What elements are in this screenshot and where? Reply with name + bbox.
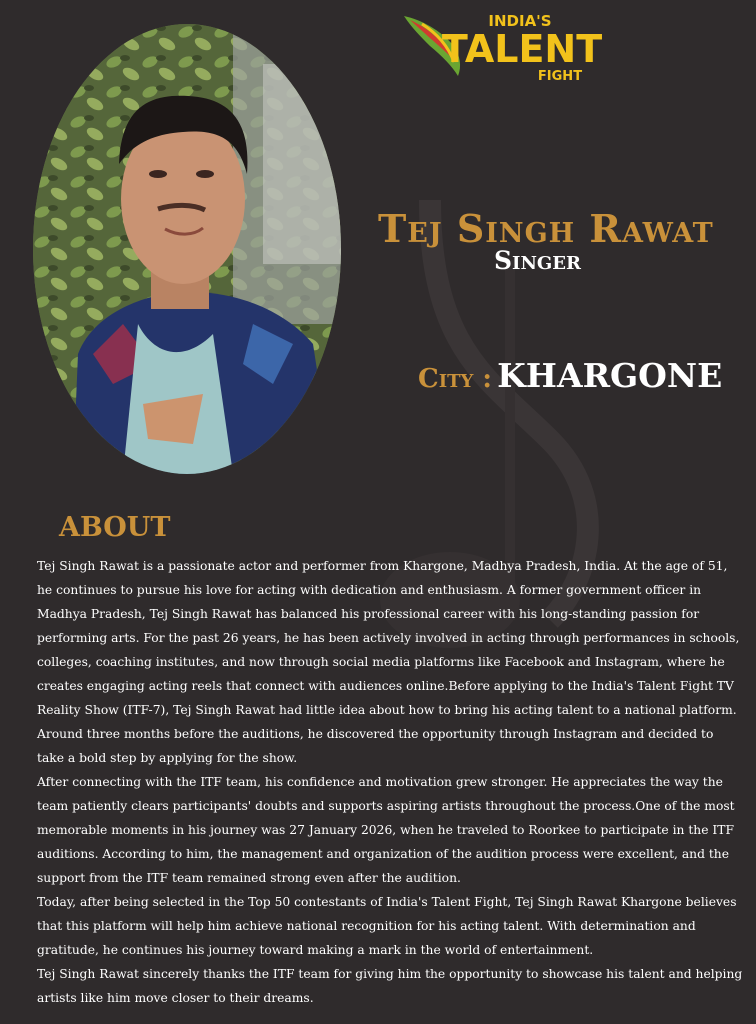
city-value: KHARGONE <box>497 356 723 395</box>
about-paragraph: After connecting with the ITF team, his confidence and motivation grew stronger. He appreciates the way the team patiently clears participants' doubts and supports aspiring artists throughout the process.One of the most memorable moments in his journey was 27 January 2026, when he traveled to Roorkee to participate in the ITF auditions. According to him, the management and organization of the audition process were excellent, and the support from the ITF team remained strong even after the audition. <box>37 775 735 885</box>
logo-line-2: TALENT <box>441 27 602 71</box>
about-paragraph: Tej Singh Rawat sincerely thanks the ITF team for giving him the opportunity to showcase his talent and helping artists like him move closer to their dreams. <box>37 967 743 1005</box>
city-row <box>418 356 722 395</box>
about-paragraph: Today, after being selected in the Top 50 contestants of India's Talent Fight, Tej Singh Rawat Khargone believes that this platform will help him achieve national recognition for his acting talent. With determination and gratitude, he continues his journey toward making a mark in the world of entertainment. <box>37 895 737 957</box>
about-text <box>37 554 743 1010</box>
about-paragraph: Tej Singh Rawat is a passionate actor and performer from Khargone, Madhya Pradesh, India. At the age of 51, he continues to pursue his love for acting with dedication and enthusiasm. A former government officer in Madhya Pradesh, Tej Singh Rawat has balanced his professional career with his long-standing passion for performing arts. For the past 26 years, he has been actively involved in acting through performances in schools, colleges, coaching institutes, and now through social media platforms like Facebook and Instagram, where he creates engaging acting reels that connect with audiences online.Before applying to the India's Talent Fight TV Reality Show (ITF-7), Tej Singh Rawat had little idea about how to bring his acting talent to a national platform. Around three months before the auditions, he discovered the opportunity through Instagram and decided to take a bold step by applying for the show. <box>37 559 740 765</box>
logo-line-1: INDIA'S <box>488 12 552 30</box>
profile-photo <box>33 24 341 474</box>
about-heading: ABOUT <box>59 512 171 543</box>
city-label: City : <box>418 364 493 394</box>
participant-name: Tej Singh Rawat <box>378 206 714 251</box>
logo-line-3: FIGHT <box>537 69 583 84</box>
indias-talent-fight-logo <box>402 6 602 84</box>
participant-role: Singer <box>494 246 581 275</box>
